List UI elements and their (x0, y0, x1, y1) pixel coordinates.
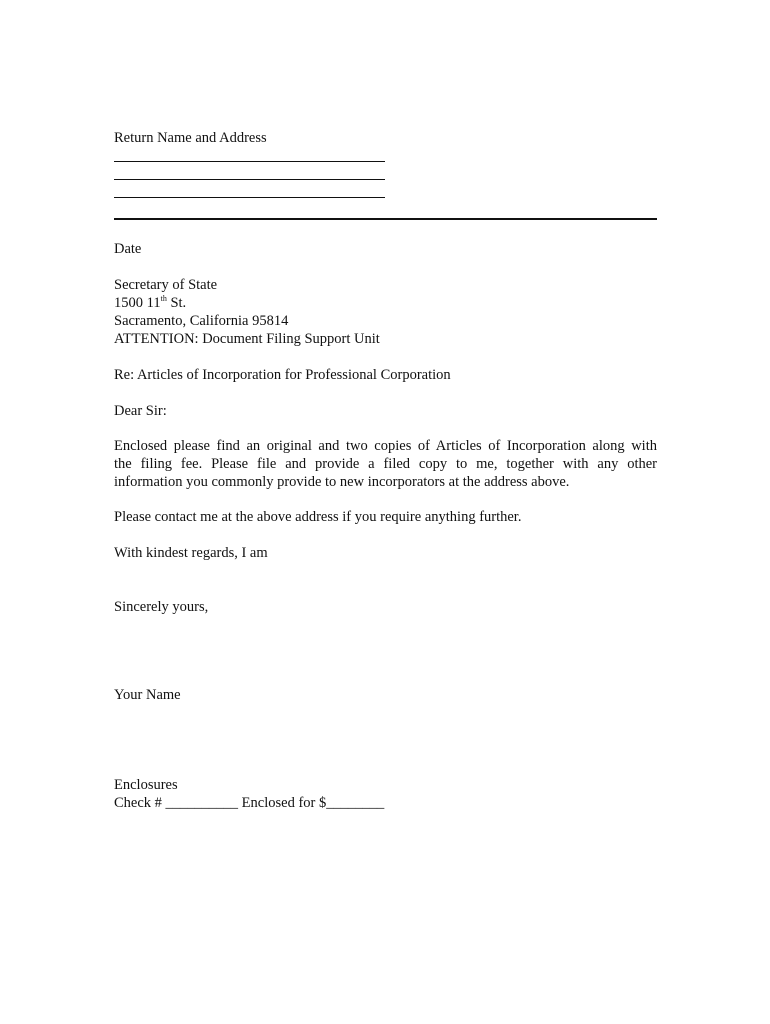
salutation: Dear Sir: (114, 403, 167, 419)
enclosures-label: Enclosures (114, 777, 178, 793)
recipient-line-1: Secretary of State (114, 277, 218, 293)
return-address-blank-1 (114, 161, 385, 162)
recipient-line-4: ATTENTION: Document Filing Support Unit (114, 331, 380, 347)
body-line-2: the filing fee. Please file and provide a filed copy to me, together with any other (114, 456, 657, 472)
body-line-1: Enclosed please find an original and two copies of Articles of Incorporation along with (114, 438, 657, 454)
header-divider (114, 218, 657, 220)
regards-line: With kindest regards, I am (114, 545, 268, 561)
street-number: 1500 11 (114, 295, 161, 311)
signature-name: Your Name (114, 687, 181, 703)
date-label: Date (114, 241, 142, 257)
ordinal-suffix: th (160, 294, 167, 303)
contact-line: Please contact me at the above address if you require anything further. (114, 509, 522, 525)
recipient-line-2 (114, 294, 186, 312)
body-paragraph (114, 437, 657, 491)
recipient-line-3: Sacramento, California 95814 (114, 313, 289, 329)
return-address-blank-2 (114, 179, 385, 180)
return-address-blank-3 (114, 197, 385, 198)
closing: Sincerely yours, (114, 599, 209, 615)
check-enclosed-line: Check # __________ Enclosed for $________ (114, 795, 385, 811)
subject-line: Re: Articles of Incorporation for Professional Corporation (114, 367, 451, 383)
body-line-3: information you commonly provide to new incorporators at the address above. (114, 474, 570, 490)
return-address-heading: Return Name and Address (114, 130, 267, 146)
street-name: St. (166, 295, 187, 311)
